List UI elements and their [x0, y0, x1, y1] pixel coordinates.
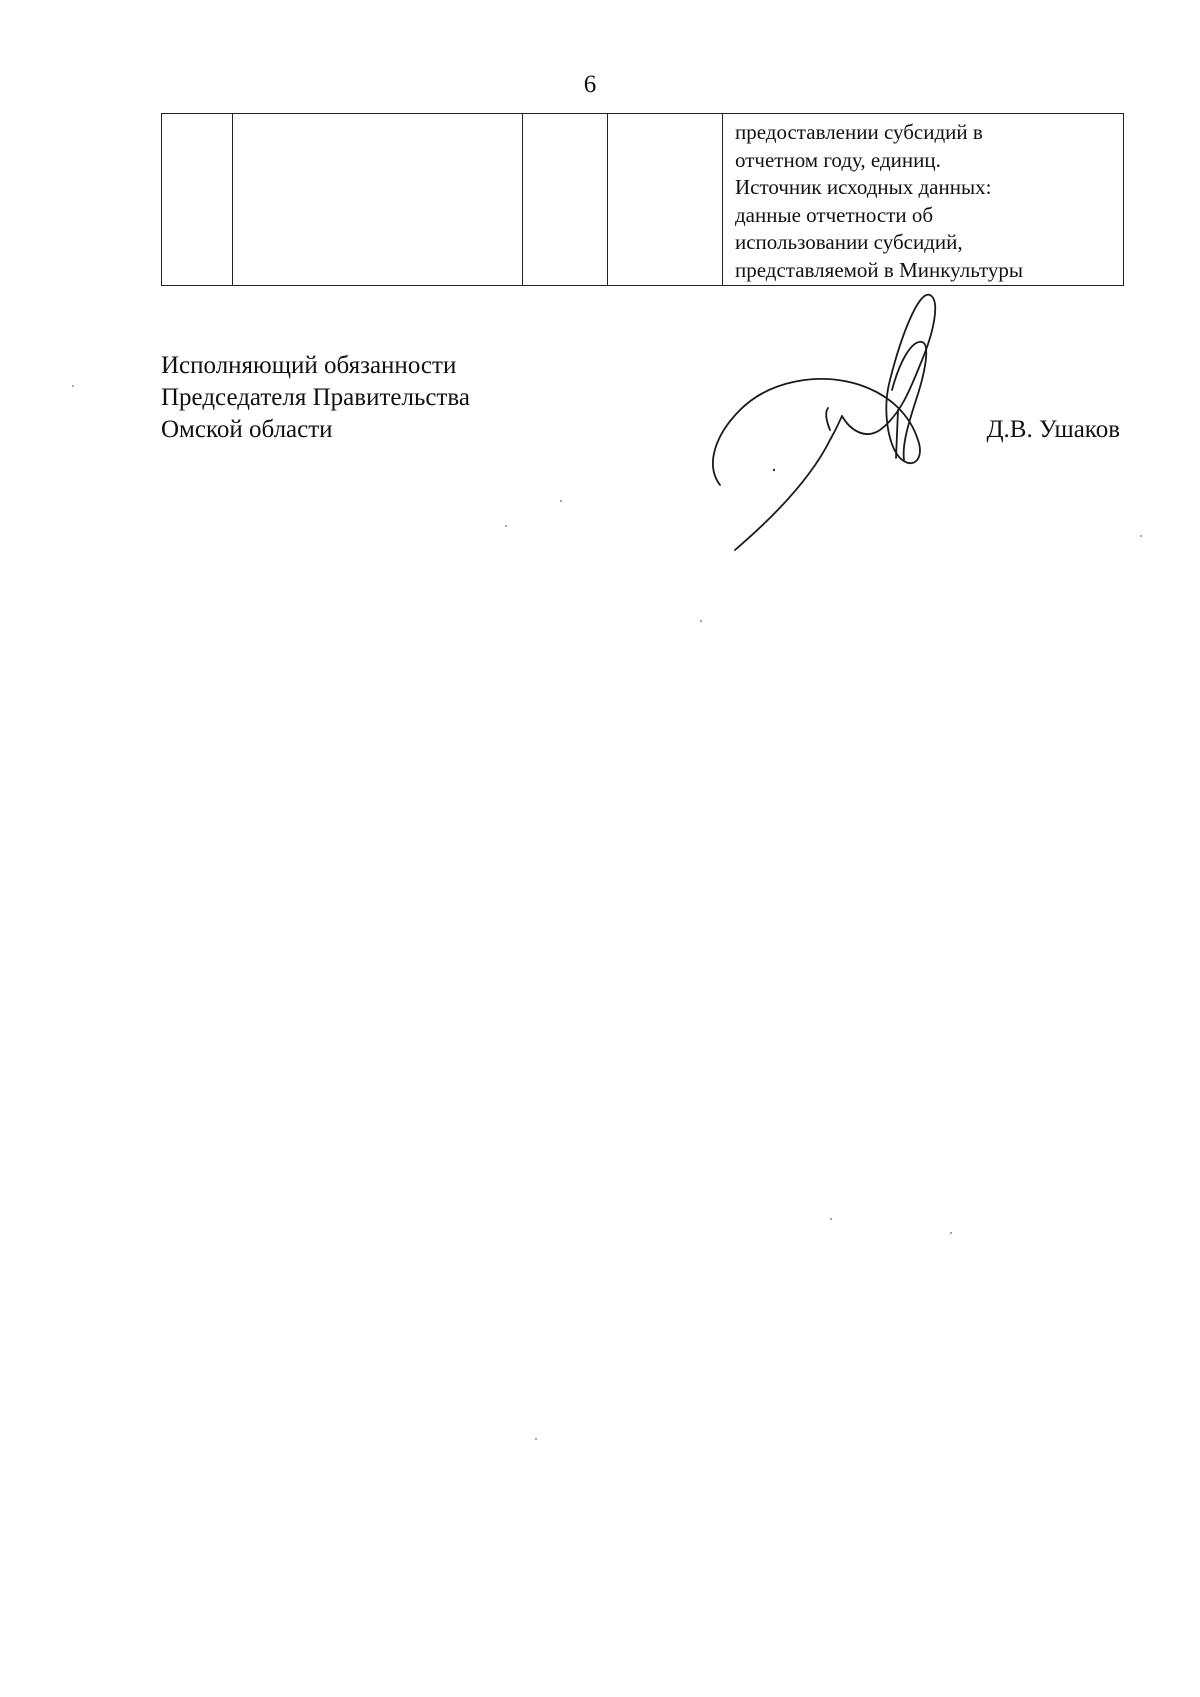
cell-text-line: отчетном году, единиц.	[735, 147, 941, 172]
cell-text-line: использовании субсидий,	[735, 230, 963, 254]
cell-text-line: данные отчетности об	[735, 202, 934, 227]
cell-text-line: представляемой в Минкультуры	[735, 257, 1023, 282]
scan-speck	[830, 1218, 832, 1220]
scan-speck	[950, 1232, 952, 1234]
scan-speck	[505, 525, 507, 527]
scan-speck	[700, 620, 702, 622]
scan-speck	[535, 1438, 537, 1440]
signer-position-line: Омской области	[161, 416, 333, 443]
page-number: 6	[583, 71, 597, 98]
cell-text-line: предоставлении субсидий в	[735, 120, 983, 144]
table-cell-value	[608, 114, 723, 286]
table-row	[162, 114, 1124, 286]
table-cell-unit	[523, 114, 608, 286]
data-table	[161, 113, 1124, 286]
signer-name: Д.В. Ушаков	[986, 416, 1120, 443]
handwritten-signature	[690, 280, 980, 560]
table-cell-number	[162, 114, 233, 286]
table-cell-description	[723, 114, 1124, 286]
signer-position-line: Исполняющий обязанности	[161, 352, 457, 379]
table-cell-name	[233, 114, 523, 286]
scan-speck	[560, 500, 562, 502]
cell-text-line: Источник исходных данных:	[735, 175, 992, 199]
scan-speck	[1140, 535, 1142, 537]
signer-position	[161, 350, 470, 446]
scan-speck	[72, 385, 74, 387]
signer-position-line: Председателя Правительства	[161, 384, 470, 411]
